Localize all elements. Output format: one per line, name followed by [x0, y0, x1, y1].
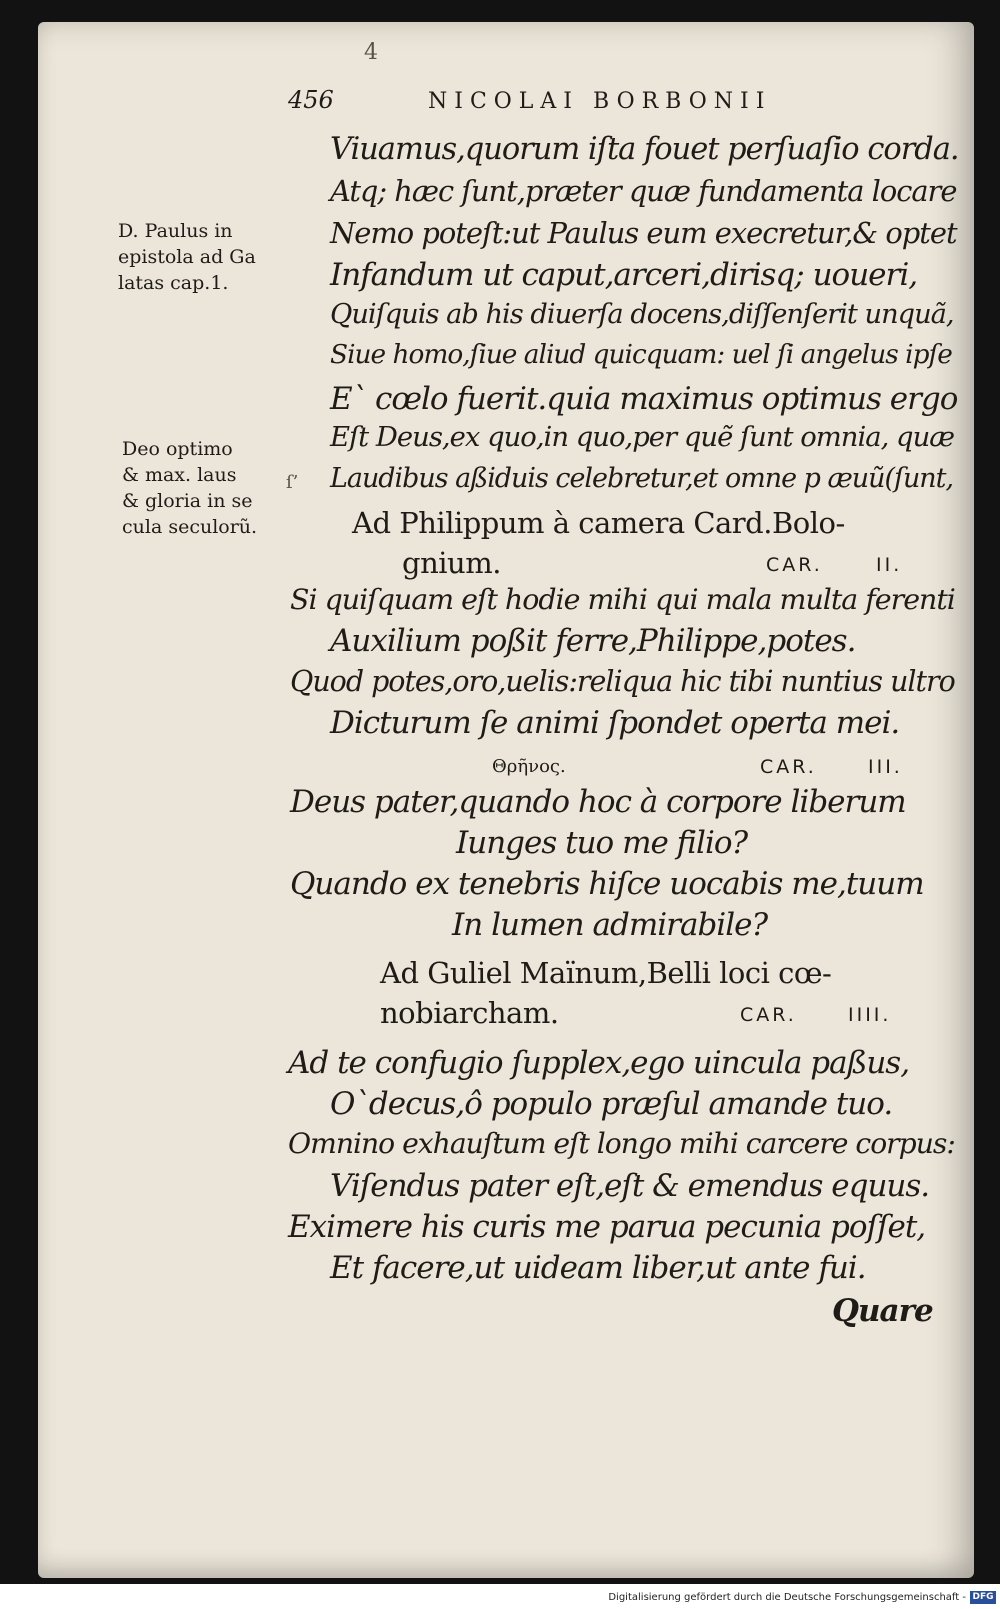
catchword: Quare — [832, 1293, 933, 1329]
verse-line: Eximere his curis me parua pecunia poſſet, — [288, 1209, 926, 1245]
top-mark: 4 — [364, 40, 378, 65]
running-title: NICOLAI BORBONII — [428, 89, 772, 114]
verse-line: Quando ex tenebris hiſce uocabis me,tuum — [290, 866, 924, 902]
verse-line: Dicturum ſe animi ſpondet operta mei. — [330, 705, 900, 741]
carmen-label: CAR. — [766, 554, 823, 576]
verse-line: Infandum ut caput,arceri,dirisq; uoueri, — [330, 257, 918, 293]
carmen-label: CAR. — [740, 1004, 797, 1026]
verse-line: Deus pater,quando hoc à corpore liberum — [290, 784, 906, 820]
verse-line: Nemo poteſt:ut Paulus eum execretur,& optet — [330, 216, 957, 250]
verse-line: In lumen admirabile? — [452, 907, 768, 943]
poem-title: nobiarcham. — [380, 996, 559, 1030]
verse-line: Iunges tuo me filio? — [456, 825, 748, 861]
margin-note-paulus: D. Paulus in epistola ad Ga latas cap.1. — [118, 220, 256, 294]
carmen-number: IIII. — [848, 1004, 892, 1026]
poem-title: Ad Guliel Maïnum,Belli loci cœ- — [380, 956, 832, 990]
carmen-number: III. — [868, 756, 903, 778]
dfg-logo: DFG — [970, 1591, 996, 1604]
verse-line: Eſt Deus,ex quo,in quo,per quẽ ſunt omnia, quæ — [330, 422, 955, 453]
margin-note-deo: Deo optimo & max. laus & gloria in se cula seculorũ. — [122, 438, 258, 538]
verse-line: Quiſquis ab his diuerſa docens,diſſenſerit unquã, — [330, 299, 954, 330]
verse-line: Atq; hæc ſunt,præter quæ fundamenta locare — [330, 174, 957, 208]
poem-title: Ad Philippum à camera Card.Bolo- — [352, 506, 845, 540]
verse-line: E` cœlo fuerit.quia maximus optimus ergo — [330, 381, 958, 417]
page-number: 456 — [288, 86, 334, 114]
digitization-credit: Digitalisierung gefördert durch die Deutsche Forschungsgemeinschaft - — [608, 1592, 966, 1603]
verse-line: Laudibus aßiduis celebretur,et omne p æuũ(ſunt, — [330, 463, 954, 494]
carmen-number: II. — [876, 554, 903, 576]
verse-line: Auxilium poßit ferre,Philippe,potes. — [330, 623, 856, 659]
verse-line: Et facere,ut uideam liber,ut ante fui. — [330, 1250, 866, 1286]
carmen-label: CAR. — [760, 756, 817, 778]
poem-title: gnium. — [402, 546, 501, 580]
verse-line: Quod potes,oro,uelis:reliqua hic tibi nuntius ultro — [290, 665, 955, 698]
verse-line: Viſendus pater eſt,eſt & emendus equus. — [330, 1168, 930, 1204]
verse-line: Viuamus,quorum iſta fouet perſuaſio corda. — [330, 132, 959, 167]
verse-line: Siue homo,ſiue aliud quicquam: uel ſi angelus ipſe — [330, 340, 952, 370]
verse-line: O`decus,ô populo præſul amande tuo. — [330, 1086, 893, 1122]
poem-title: Θρῆνος. — [492, 756, 566, 777]
verse-line: Omnino exhauſtum eſt longo mihi carcere corpus: — [288, 1127, 955, 1160]
verse-line: Si quiſquam eſt hodie mihi qui mala multa ferenti — [290, 583, 955, 616]
margin-mark: ſ’ — [286, 472, 299, 493]
verse-line: Ad te confugio ſupplex,ego uincula paßus, — [288, 1045, 910, 1081]
